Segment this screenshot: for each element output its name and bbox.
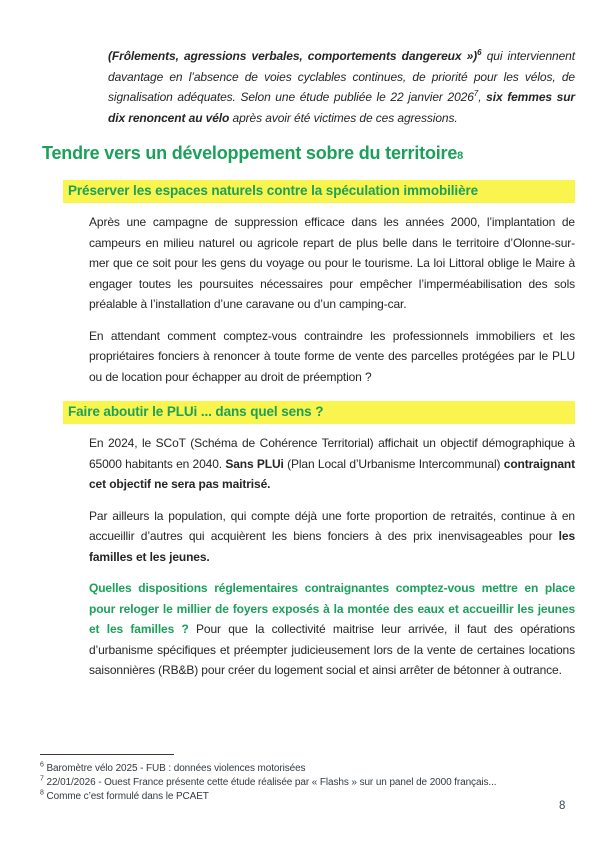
main-heading-footnote-ref: 8 bbox=[457, 150, 464, 162]
footnote-8-text: Comme c’est formulé dans le PCAET bbox=[46, 791, 209, 802]
footnote-6-text: Baromètre vélo 2025 - FUB : données violences motorisées bbox=[46, 763, 306, 774]
body-paragraph-campagne-suppression: Après une campagne de suppression efficace dans les années 2000, l’implantation de campeurs en milieu naturel ou agricole repart de plus belle dans le territoire d’Olonne-sur-mer que ce soit pour les gens du voyage ou pour le tourisme. La loi Littoral oblige le Maire à engager toutes les poursuites nécessaires pour empêcher l’imperméabilisation des sols préalable à l’installation d’une caravane ou d’un camping-car. bbox=[89, 215, 575, 311]
footnote-8 bbox=[40, 790, 580, 804]
body-paragraph-question-preemption: En attendant comment comptez-vous contraindre les professionnels immobiliers et les propriétaires fonciers à renoncer à toute forme de vente des parcelles protégées par le PLU ou de location pour échapper au droit de préemption ? bbox=[89, 328, 575, 384]
body-paragraph-scot-objectif: En 2024, le SCoT (Schéma de Cohérence Territorial) affichait un objectif démographique à 65000 habitants en 2040. Sans PLUi (Plan Local d’Urbanisme Intercommunal) contraignant cet objectif ne sera pas maitrisé. bbox=[89, 436, 575, 491]
footnote-7-text: 22/01/2026 - Ouest France présente cette étude réalisée par « Flashs » sur un panel de 2000 français... bbox=[46, 777, 497, 788]
footnote-separator bbox=[40, 754, 174, 755]
footnote-6 bbox=[40, 762, 580, 776]
body-paragraph-question-dispositions: Quelles dispositions réglementaires contraignantes comptez-vous mettre en place pour reloger le millier de foyers exposés à la montée des eaux et accueillir les jeunes et les familles ? Pour que la collectivité maitrise leur arrivée, il faut des opérations d’urbanisme spécifiques et préempter judicieusement lors de la vente de certaines locations saisonnières (RB&B) pour créer du logement social et ainsi arrêter de bétonner à outrance. bbox=[89, 581, 575, 677]
page-number: 8 bbox=[559, 800, 566, 812]
footnote-7 bbox=[40, 776, 580, 790]
main-heading bbox=[42, 142, 575, 168]
intro-paragraph: (Frôlements, agressions verbales, comportements dangereux »)$^6$ qui interviennent davantage en l’absence de voies cyclables continues, de priorité pour les vélos, de signalisation adéquates. Selon une étude publiée le 22 janvier 2026$^7$, six femmes sur dix renoncent au vélo après avoir été victimes de ces agressions. bbox=[108, 48, 575, 125]
subheading-faire-aboutir-plui: Faire aboutir le PLUi ... dans quel sens ? bbox=[63, 401, 575, 424]
footnote-7-ref: 7 bbox=[40, 775, 44, 783]
body-paragraph-population-retraites: Par ailleurs la population, qui compte déjà une forte proportion de retraités, continue à en accueillir d’autres qui acquièrent les biens fonciers à des prix inenvisageables pour les familles et les jeunes. bbox=[89, 508, 575, 564]
main-heading-text: Tendre vers un développement sobre du territoire bbox=[42, 143, 458, 163]
footnote-8-ref: 8 bbox=[40, 789, 44, 797]
footnote-6-ref: 6 bbox=[40, 761, 44, 769]
footnotes-block bbox=[40, 754, 580, 804]
subheading-preserver-espaces-naturels: Préserver les espaces naturels contre la spéculation immobilière bbox=[63, 180, 575, 203]
